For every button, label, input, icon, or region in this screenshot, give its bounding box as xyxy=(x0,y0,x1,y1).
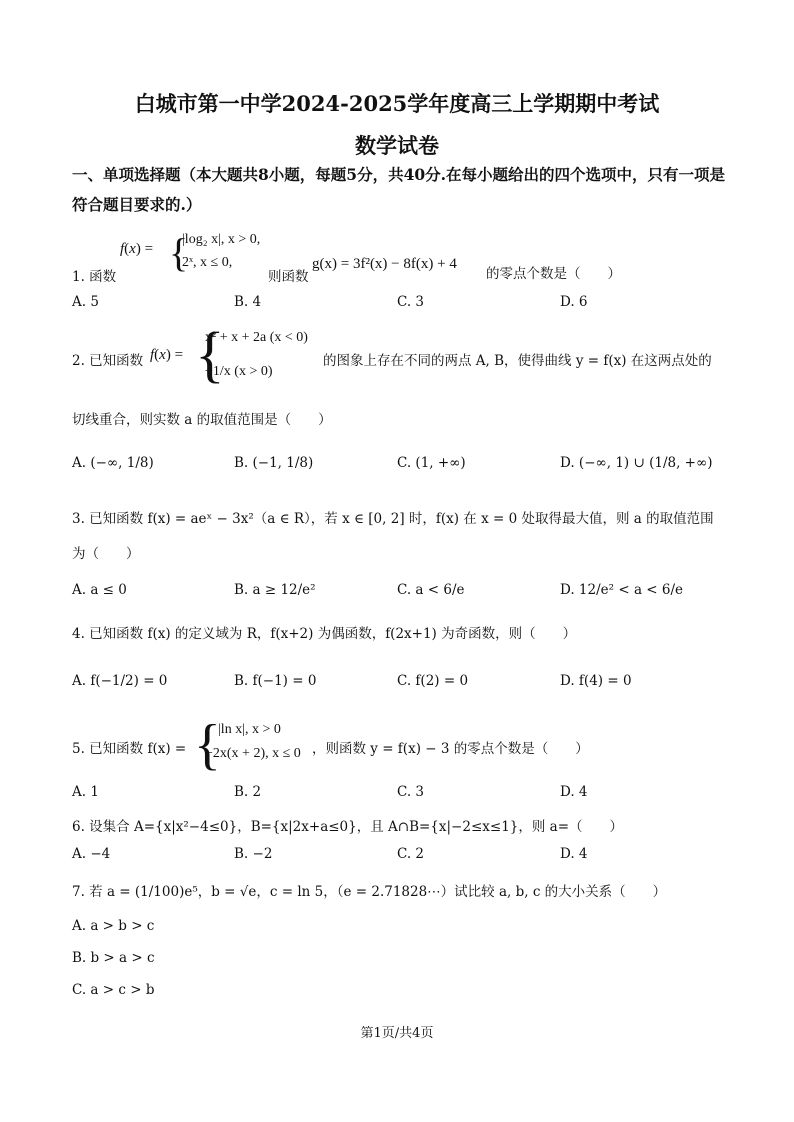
q2-option-c[interactable]: C. (1, +∞) xyxy=(397,455,466,471)
q1-brace: { xyxy=(169,230,189,275)
q2-option-a[interactable]: A. (−∞, 1/8) xyxy=(72,455,154,471)
q1-option-d[interactable]: D. 6 xyxy=(560,294,588,310)
q3-option-c[interactable]: C. a < 6/e xyxy=(397,582,465,598)
q4-line1: 4. 已知函数 f(x) 的定义域为 R，f(x+2) 为偶函数，f(2x+1) 为奇函数，则（ ） xyxy=(72,626,577,642)
page-footer: 第1页/共4页 xyxy=(360,1026,434,1041)
q1-expr: g(x) = 3f²(x) − 8f(x) + 4 xyxy=(312,256,457,272)
q4-option-c[interactable]: C. f(2) = 0 xyxy=(397,673,469,689)
q5-piece-a: |ln x|, x > 0 xyxy=(218,722,281,737)
q1-mid: 则函数 xyxy=(268,269,309,285)
q5-piece-b: −2x(x + 2), x ≤ 0 xyxy=(205,746,301,761)
q1-option-a[interactable]: A. 5 xyxy=(72,294,99,310)
q3-option-a[interactable]: A. a ≤ 0 xyxy=(72,582,127,598)
q6-option-a[interactable]: A. −4 xyxy=(72,846,111,862)
section-heading: 一、单项选择题（本大题共8小题，每题5分，共40分.在每小题给出的四个选项中，只有一项是符合题目要求的.） xyxy=(72,165,726,214)
q5-option-c[interactable]: C. 3 xyxy=(397,784,425,800)
q4-option-b[interactable]: B. f(−1) = 0 xyxy=(234,673,317,689)
q1-f-label: f(x) = xyxy=(120,241,154,257)
q2-lead: 2. 已知函数 xyxy=(72,353,144,369)
q3-line1: 3. 已知函数 f(x) = aeˣ − 3x²（a ∈ R），若 x ∈ [0, 2] 时，f(x) 在 x = 0 处取得最大值，则 a 的取值范围 xyxy=(72,511,714,527)
q2-piece-b: −1/x (x > 0) xyxy=(205,364,273,379)
q7-line1: 7. 若 a = (1/100)e⁵，b = √e，c = ln 5，（e = 2.71828⋯）试比较 a, b, c 的大小关系（ ） xyxy=(72,884,667,900)
q1-option-b[interactable]: B. 4 xyxy=(234,294,262,310)
q4-option-d[interactable]: D. f(4) = 0 xyxy=(560,673,632,689)
q5-option-a[interactable]: A. 1 xyxy=(72,784,99,800)
q5-lead: 5. 已知函数 f(x) = xyxy=(72,741,187,757)
q1-option-c[interactable]: C. 3 xyxy=(397,294,425,310)
q2-tail: 的图象上存在不同的两点 A, B，使得曲线 y = f(x) 在这两点处的 xyxy=(323,353,712,369)
q2-option-d[interactable]: D. (−∞, 1) ∪ (1/8, +∞) xyxy=(560,455,713,471)
q2-piece-a: x² + x + 2a (x < 0) xyxy=(205,330,308,345)
q7-option-c[interactable]: C. a > c > b xyxy=(72,982,155,998)
q4-option-a[interactable]: A. f(−1/2) = 0 xyxy=(72,673,168,689)
q2-line2: 切线重合，则实数 a 的取值范围是（ ） xyxy=(72,412,332,428)
q2-option-b[interactable]: B. (−1, 1/8) xyxy=(234,455,314,471)
exam-subtitle: 数学试卷 xyxy=(355,133,439,158)
q1-tail: 的零点个数是（ ） xyxy=(486,266,621,282)
q5-option-d[interactable]: D. 4 xyxy=(560,784,588,800)
q3-option-d[interactable]: D. 12/e² < a < 6/e xyxy=(560,582,684,598)
q2-f-label: f(x) = xyxy=(150,347,184,363)
q3-line2: 为（ ） xyxy=(72,546,140,562)
q6-option-c[interactable]: C. 2 xyxy=(397,846,425,862)
q7-option-a[interactable]: A. a > b > c xyxy=(72,918,155,934)
exam-title: 白城市第一中学2024-2025学年度高三上学期期中考试 xyxy=(134,91,660,116)
q7-option-b[interactable]: B. b > a > c xyxy=(72,950,155,966)
q5-brace: { xyxy=(194,714,221,776)
q1-piece-b: 2ˣ, x ≤ 0, xyxy=(182,255,233,270)
q5-option-b[interactable]: B. 2 xyxy=(234,784,262,800)
q2-brace: { xyxy=(195,321,225,389)
q3-option-b[interactable]: B. a ≥ 12/e² xyxy=(234,582,316,598)
q6-line1: 6. 设集合 A={x|x²−4≤0}，B={x|2x+a≤0}，且 A∩B={x|−2≤x≤1}，则 a=（ ） xyxy=(72,819,624,835)
q6-option-b[interactable]: B. −2 xyxy=(234,846,273,862)
q5-tail: ，则函数 y = f(x) − 3 的零点个数是（ ） xyxy=(312,741,589,757)
q6-option-d[interactable]: D. 4 xyxy=(560,846,588,862)
q1-piece-a: |log₂ x|, x > 0, xyxy=(182,232,261,247)
q1-number: 1. 函数 xyxy=(72,269,117,285)
